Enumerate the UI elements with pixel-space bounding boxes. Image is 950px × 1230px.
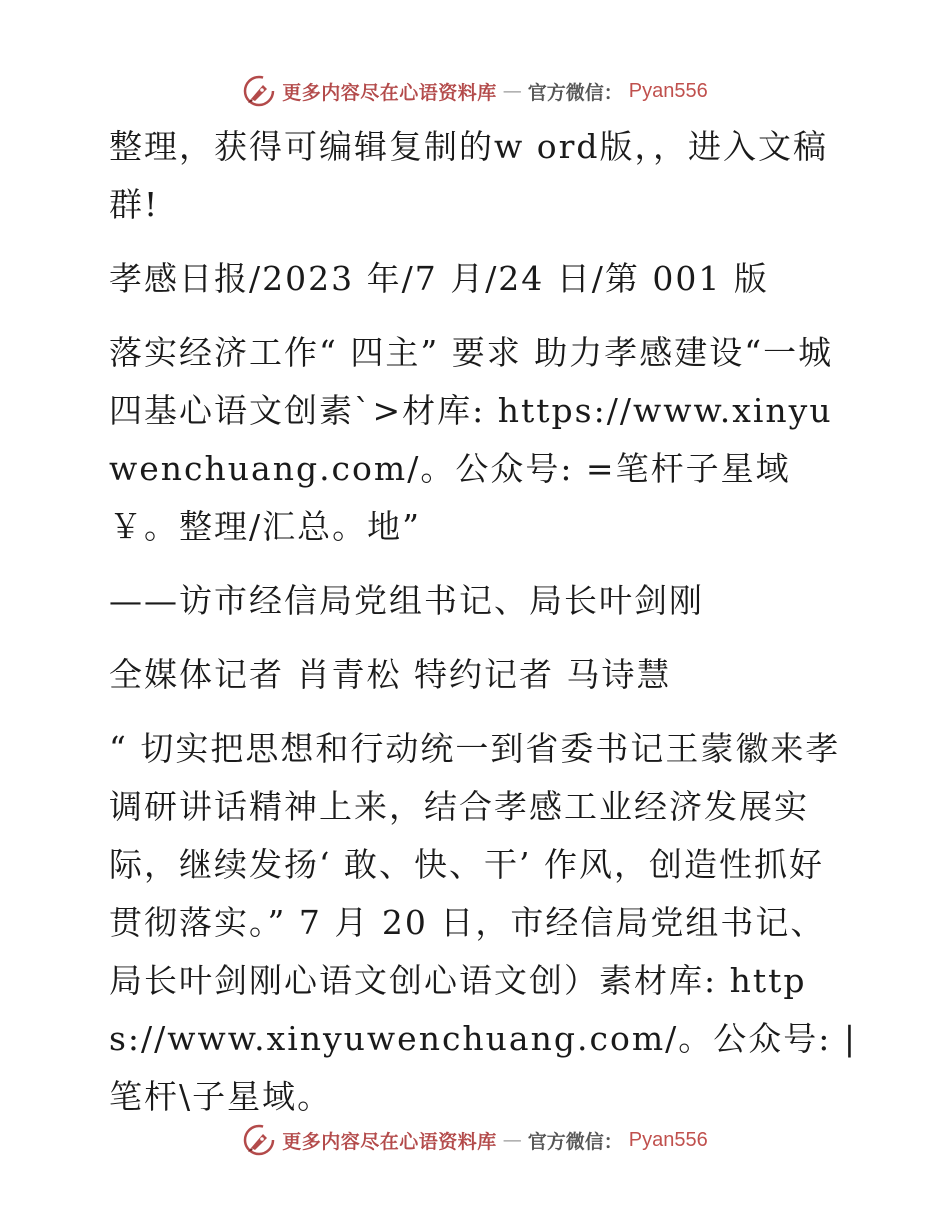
document-body	[97, 118, 857, 1126]
banner-official-label: 官方微信：	[527, 81, 623, 104]
banner-official-label: 官方微信：	[527, 1130, 623, 1153]
paragraph-subtitle: ——访市经信局党组书记、局长叶剑刚	[109, 581, 704, 620]
banner-slogan: 更多内容尽在心语资料库	[282, 81, 497, 104]
paragraph-intro: 整理，获得可编辑复制的w ord版，，进入文稿群!	[109, 127, 829, 224]
banner-dash: —	[502, 1129, 522, 1151]
paragraph-byline: 全媒体记者 肖青松 特约记者 马诗慧	[109, 655, 672, 694]
paragraph-headline: 落实经济工作“ 四主” 要求 助力孝感建设“一城四基心语文创素`>材库: https://www.xinyuwenchuang.com/。公众号: =笔杆子星域￥。整理/汇总。地”	[109, 333, 834, 546]
paragraph-body: “ 切实把思想和行动统一到省委书记王蒙徽来孝调研讲话精神上来，结合孝感工业经济发展实际，继续发扬‘ 敢、快、干’ 作风，创造性抓好贯彻落实。” 7 月 20 日，市经信局党组书记、局长叶剑刚心语文创心语文创）素材库: https://www.xinyuwenchuang.com/。公众号: |笔杆\子星域。	[109, 729, 857, 1116]
pen-nib-logo-icon	[242, 1123, 276, 1157]
banner-wechat-id: Pyan556	[628, 79, 708, 102]
banner-dash: —	[502, 80, 522, 102]
pen-nib-logo-icon	[242, 74, 276, 108]
footer-watermark-banner	[0, 1120, 950, 1160]
banner-slogan: 更多内容尽在心语资料库	[282, 1130, 497, 1153]
header-watermark-banner	[0, 71, 950, 111]
banner-wechat-id: Pyan556	[628, 1128, 708, 1151]
paragraph-source-line: 孝感日报/2023 年/7 月/24 日/第 001 版	[109, 259, 769, 298]
